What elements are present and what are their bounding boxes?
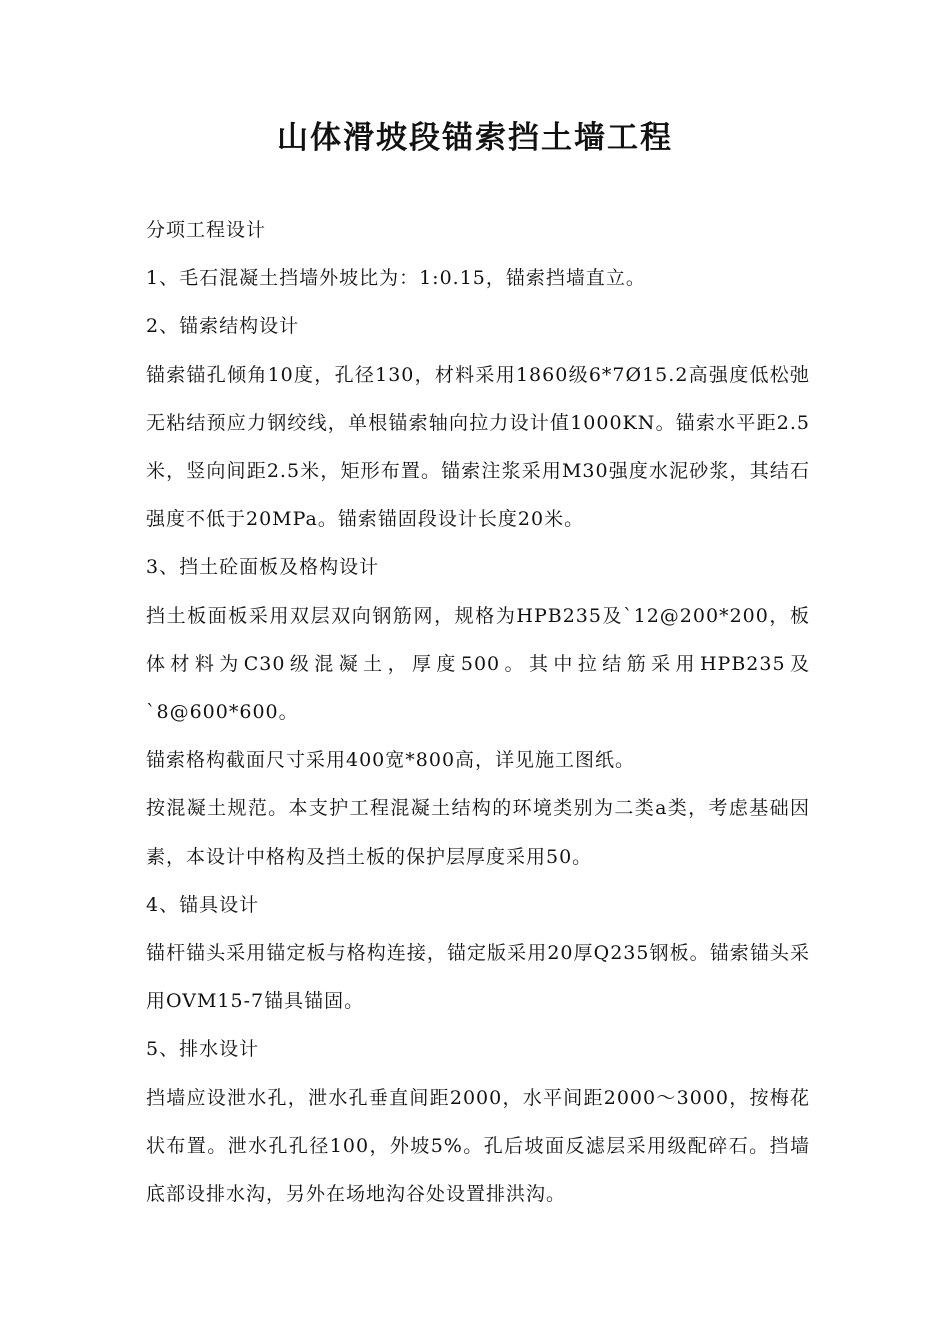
paragraph-anchorage: 锚杆锚头采用锚定板与格构连接，锚定版采用20厚Q235钢板。锚索锚头采用OVM15-7锚具锚固。 xyxy=(146,942,810,1013)
paragraph-anchor-structure: 锚索锚孔倾角10度，孔径130，材料采用1860级6*7Ø15.2高强度低松弛无粘结预应力钢绞线，单根锚索轴向拉力设计值1000KN。锚索水平距2.5米，竖向间距2.5米，矩形布置。锚索注浆采用M30强度水泥砂浆，其结石强度不低于20MPa。锚索锚固段设计长度20米。 xyxy=(146,363,810,531)
paragraph-concrete-cover: 按混凝土规范。本支护工程混凝土结构的环境类别为二类a类，考虑基础因素，本设计中格构及挡土板的保护层厚度采用50。 xyxy=(146,797,810,868)
document-body xyxy=(146,206,810,1218)
section-heading-drainage: 5、排水设计 xyxy=(146,1038,260,1061)
section-heading-design: 分项工程设计 xyxy=(146,219,267,241)
section-heading-anchorage: 4、锚具设计 xyxy=(146,893,260,916)
paragraph-panel-rebar: 挡土板面板采用双层双向钢筋网，规格为HPB235及`12@200*200，板体材料为C30级混凝土，厚度500。其中拉结筋采用HPB235及`8@600*600。 xyxy=(146,604,810,724)
document-title: 山体滑坡段锚索挡土墙工程 xyxy=(277,120,673,156)
paragraph-drainage: 挡墙应设泄水孔，泄水孔垂直间距2000，水平间距2000～3000，按梅花状布置。泄水孔孔径100，外坡5%。孔后坡面反滤层采用级配碎石。挡墙底部设排水沟，另外在场地沟谷处设置排洪沟。 xyxy=(146,1086,810,1206)
section-heading-panel-frame: 3、挡土砼面板及格构设计 xyxy=(146,556,380,579)
paragraph-frame-section: 锚索格构截面尺寸采用400宽*800高，详见施工图纸。 xyxy=(146,749,636,772)
section-heading-anchor-structure: 2、锚索结构设计 xyxy=(146,315,300,338)
paragraph-slope-ratio: 1、毛石混凝土挡墙外坡比为：1:0.15，锚索挡墙直立。 xyxy=(146,267,646,290)
